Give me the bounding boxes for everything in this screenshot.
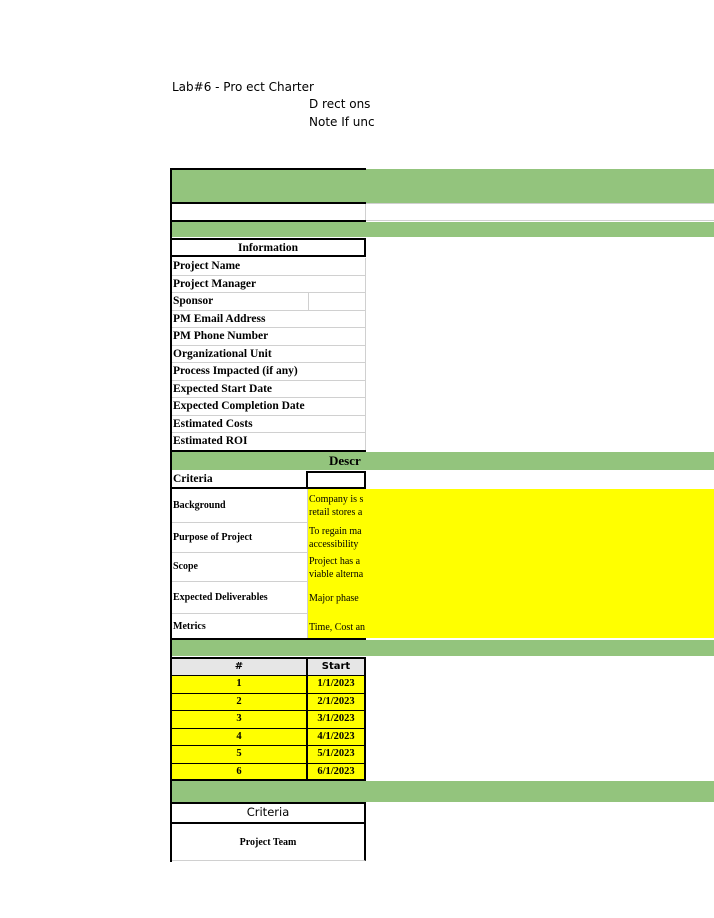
milestones-band <box>172 640 714 656</box>
milestone-num: 1 <box>172 676 308 693</box>
milestone-row <box>172 745 366 763</box>
milestone-start: 2/1/2023 <box>308 694 366 711</box>
milestone-start: 6/1/2023 <box>308 764 366 781</box>
field-project-name: Project Name <box>172 258 366 276</box>
desc-scope-text <box>309 555 366 581</box>
milestones-table <box>172 657 366 782</box>
field-start-date: Expected Start Date <box>172 381 366 398</box>
field-completion-date: Expected Completion Date <box>172 398 366 416</box>
field-pm-email: PM Email Address <box>172 311 366 328</box>
description-criteria-label: Criteria <box>172 471 308 489</box>
desc-background-label: Background <box>172 489 308 523</box>
milestone-row <box>172 710 366 728</box>
sponsor-divider <box>308 293 309 310</box>
band-border-top <box>170 168 366 170</box>
ms-col-start: Start <box>308 659 366 675</box>
desc-purpose-line1: To regain ma <box>309 526 362 537</box>
milestone-num: 4 <box>172 729 308 746</box>
field-sponsor <box>172 293 366 311</box>
desc-metrics-label: Metrics <box>172 614 308 639</box>
milestone-row <box>172 763 366 781</box>
desc-deliverables-label: Expected Deliverables <box>172 582 308 614</box>
team-criteria-label: Criteria <box>172 804 366 822</box>
note-text: Note If unc <box>309 115 375 129</box>
desc-purpose-line2: accessibility <box>309 539 359 550</box>
milestone-row <box>172 728 366 746</box>
information-fields <box>172 258 366 451</box>
milestone-start: 3/1/2023 <box>308 711 366 728</box>
desc-metrics-text: Time, Cost an <box>309 622 366 633</box>
description-highlight <box>308 489 714 638</box>
field-pm-phone: PM Phone Number <box>172 328 366 346</box>
milestone-row <box>172 693 366 711</box>
project-team-label: Project Team <box>172 824 366 861</box>
row-line <box>366 220 714 221</box>
desc-deliverables-text: Major phase <box>309 593 359 604</box>
milestone-start: 4/1/2023 <box>308 729 366 746</box>
ms-col-num: # <box>172 659 308 675</box>
desc-background-line1: Company is s <box>309 494 364 505</box>
desc-scope-line2: viable alterna <box>309 569 364 580</box>
milestone-start: 1/1/2023 <box>308 676 366 693</box>
information-heading: Information <box>172 238 366 257</box>
info-right-line <box>365 258 366 451</box>
desc-scope-line1: Project has a <box>309 556 361 567</box>
description-criteria-value <box>308 471 366 489</box>
directions-text: D rect ons <box>309 97 371 111</box>
field-estimated-costs: Estimated Costs <box>172 416 366 433</box>
ms-rows <box>172 675 366 782</box>
field-estimated-roi: Estimated ROI <box>173 435 248 447</box>
empty-row-cell <box>172 204 366 220</box>
desc-purpose-label: Purpose of Project <box>172 523 308 553</box>
field-org-unit: Organizational Unit <box>172 346 366 363</box>
desc-purpose-text <box>309 525 366 551</box>
field-process-impacted: Process Impacted (if any) <box>172 363 366 381</box>
desc-background-text <box>309 493 366 519</box>
field-sponsor-label: Sponsor <box>173 295 214 307</box>
desc-scope-label: Scope <box>172 553 308 582</box>
band-line <box>366 203 714 204</box>
milestone-num: 6 <box>172 764 308 781</box>
description-band <box>172 452 714 470</box>
field-project-manager: Project Manager <box>172 276 366 293</box>
milestone-num: 5 <box>172 746 308 763</box>
information-band <box>172 222 714 237</box>
document-title: Lab#6 - Pro ect Charter <box>172 80 314 94</box>
ms-header-row <box>172 657 366 675</box>
milestone-num: 2 <box>172 694 308 711</box>
charter-title-band <box>172 169 714 203</box>
milestone-row <box>172 675 366 693</box>
team-band <box>172 781 714 802</box>
desc-background-line2: retail stores a <box>309 507 363 518</box>
milestone-start: 5/1/2023 <box>308 746 366 763</box>
milestone-num: 3 <box>172 711 308 728</box>
description-heading: Descr <box>329 453 361 468</box>
